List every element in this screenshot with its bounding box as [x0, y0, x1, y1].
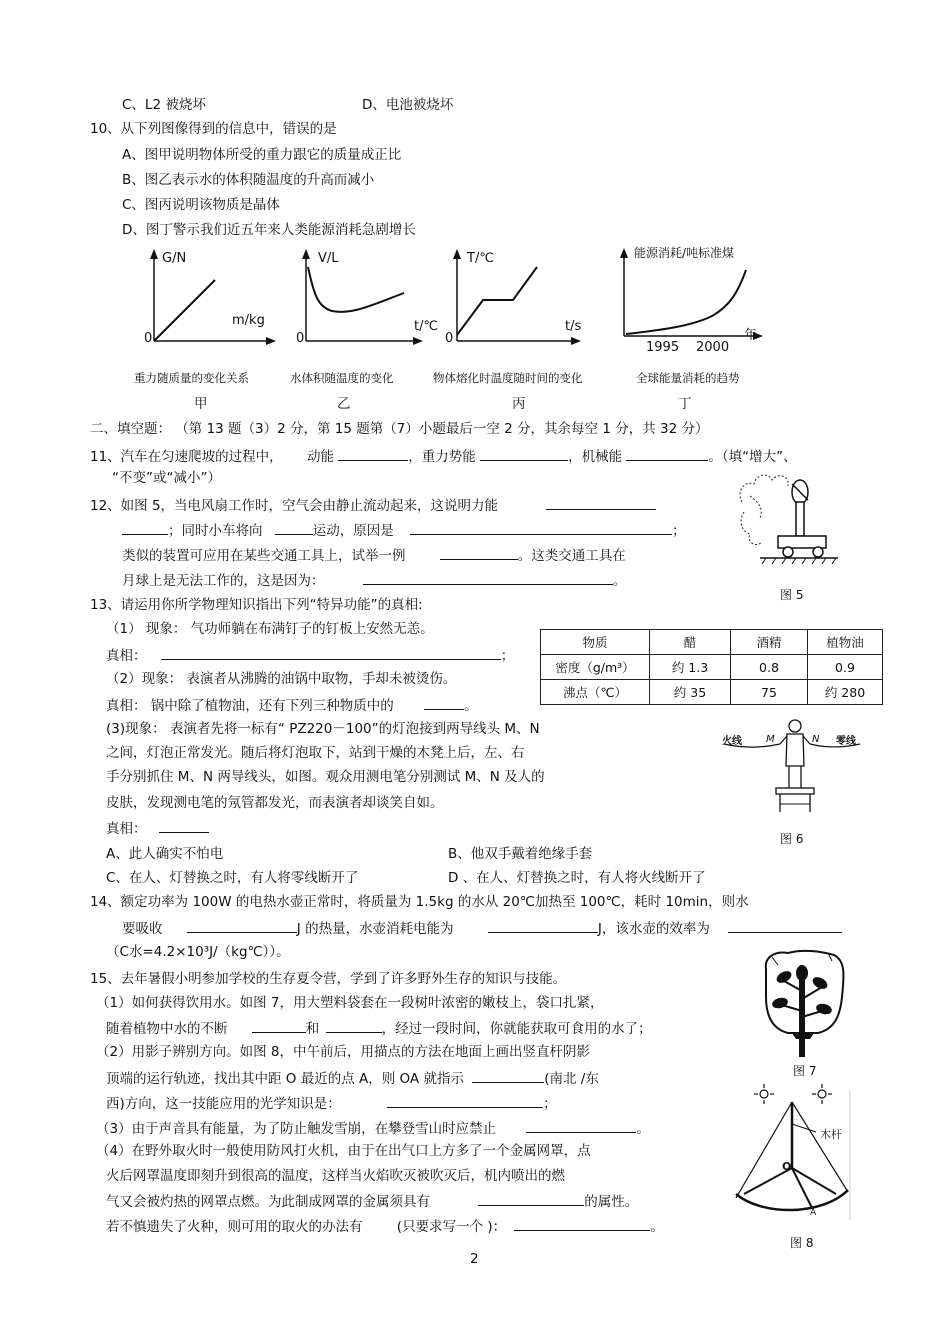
- q15-blank-2[interactable]: [326, 1018, 382, 1033]
- q11-kinetic-label: 动能: [306, 449, 334, 465]
- q10-option-c: C、图丙说明该物质是晶体: [122, 197, 280, 213]
- q12-line-1: [90, 495, 656, 515]
- q11-line-2: “不变”或“减小”）: [112, 470, 221, 486]
- wire-m-label: M: [766, 734, 775, 745]
- table-header-cell: 醋: [650, 630, 731, 655]
- graph-jia-ylabel: G/N: [162, 251, 187, 266]
- q15-part-2-line-1: （2）用影子辨别方向。如图 8，中午前后，用描点的方法在地面上画出竖直杆阴影: [96, 1044, 590, 1060]
- graph-bing-origin: 0: [445, 331, 454, 346]
- q12-period: 。: [612, 573, 627, 589]
- q15-part-2-line-3: [106, 1093, 557, 1113]
- q13-blank-truth-2[interactable]: [424, 695, 464, 710]
- table-header-cell: 植物油: [808, 630, 883, 655]
- q13-truth-2-text: 真相： 锅中除了植物油，还有下列三种物质中的: [106, 698, 394, 714]
- q11-hint: 。（填“增大”、: [708, 449, 797, 465]
- point-o-label: O: [782, 1160, 792, 1173]
- graph-jia-origin: 0: [144, 331, 153, 346]
- q14-efficiency-text: J，该水壶的效率为: [597, 921, 710, 937]
- table-cell: 75: [731, 680, 808, 705]
- q15-part-4-line-4: [106, 1216, 664, 1236]
- q14-line-1: 14、额定功率为 100W 的电热水壶正常时，将质量为 1.5kg 的水从 20℃加热至 100℃，耗时 10min，则水: [90, 894, 749, 910]
- bagged-branch-illustration: [758, 947, 848, 1059]
- graph-ding-tag: 丁: [678, 396, 692, 412]
- table-header-cell: 物质: [541, 630, 650, 655]
- graph-bing: [445, 245, 590, 355]
- q14-blank-energy[interactable]: [488, 918, 598, 933]
- q9-option-c: C、L2 被烧坏: [122, 97, 206, 113]
- graph-bing-tag: 丙: [512, 396, 526, 412]
- q11-blank-potential[interactable]: [480, 446, 568, 461]
- q15-blank-sound[interactable]: [526, 1118, 636, 1133]
- q15-fire-hint: (只要求写一个 )：: [396, 1219, 507, 1235]
- q15-part-2-line-2: [106, 1068, 599, 1088]
- q10-option-a: A、图甲说明物体所受的重力跟它的质量成正比: [122, 147, 402, 163]
- q9-option-d: D、电池被烧坏: [362, 97, 454, 113]
- section-2-heading: 二、填空题： （第 13 题（3）2 分，第 15 题第（7）小题最后一空 2 分，其余每空 1 分，共 32 分）: [90, 421, 709, 437]
- neutral-wire-label: 零线: [836, 736, 856, 747]
- graph-yi-xlabel: t/℃: [414, 319, 439, 334]
- page-number: 2: [470, 1251, 479, 1267]
- q12-blank-moon[interactable]: [363, 570, 613, 585]
- graph-ding-xlabel: 年: [744, 328, 758, 343]
- q15-blank-direction[interactable]: [472, 1068, 544, 1083]
- q13-truth-3-label: 真相：: [106, 821, 147, 837]
- q13-blank-truth-3[interactable]: [159, 818, 209, 833]
- q13-part-2: （2）现象： 表演者从沸腾的油锅中取物，手却未被烫伤。: [106, 671, 457, 687]
- q13-part-3-line-1: (3)现象： 表演者先将一标有“ PZ220－100”的灯泡接到两导线头 M、N: [106, 721, 540, 737]
- pole-label: 木杆: [820, 1128, 842, 1141]
- graph-bing-ylabel: T/℃: [467, 251, 494, 266]
- q11-line-1: [90, 446, 797, 466]
- graph-ding-tick-1995: 1995: [646, 340, 680, 355]
- q11-blank-mechanical[interactable]: [626, 446, 708, 461]
- table-header-row: [541, 630, 883, 655]
- graph-yi-plot: [292, 245, 442, 355]
- q13-part-3-line-2: 之间，灯泡正常发光。随后将灯泡取下，站到干燥的木凳上后，左、右: [106, 745, 525, 761]
- q13-part-3-line-3: 手分别抓住 M、N 两导线头，如图。观众用测电笔分别测试 M、N 及人的: [106, 769, 545, 785]
- q13-truth-1-label: 真相：: [106, 648, 147, 664]
- graph-bing-xlabel: t/s: [565, 319, 582, 334]
- graph-jia-plot: [140, 245, 280, 355]
- fan-cart-illustration: [730, 462, 840, 582]
- q11-potential-label: ，重力势能: [408, 449, 476, 465]
- q11-blank-kinetic[interactable]: [338, 446, 408, 461]
- q14-blank-heat[interactable]: [187, 918, 297, 933]
- q14-blank-efficiency[interactable]: [728, 918, 842, 933]
- figure-7-caption: 图 7: [793, 1064, 817, 1078]
- figure-7: [758, 947, 848, 1062]
- graph-yi-ylabel: V/L: [318, 251, 339, 266]
- figure-5-caption: 图 5: [780, 588, 804, 602]
- q13-truth-3: [106, 818, 209, 838]
- figure-8-caption: 图 8: [790, 1236, 814, 1250]
- shadow-pole-illustration: [732, 1082, 852, 1222]
- q14-line-2: [122, 918, 842, 938]
- graph-yi-caption: 水体积随温度的变化: [290, 371, 394, 385]
- graph-jia-tag: 甲: [194, 396, 208, 412]
- table-cell: 0.9: [808, 655, 883, 680]
- graph-ding-ylabel: 能源消耗/吨标准煤: [634, 246, 735, 260]
- q15-sound-text: （3）由于声音具有能量，为了防止触发雪崩，在攀登雪山时应禁止: [96, 1121, 497, 1137]
- q15-part-4-line-1: （4）在野外取火时一般使用防风打火机，由于在出气口上方多了一个金属网罩，点: [96, 1143, 591, 1159]
- q13-option-c: C、在人、灯替换之时，有人将零线断开了: [106, 870, 359, 886]
- q13-blank-truth-1[interactable]: [161, 645, 501, 660]
- graph-yi-tag: 乙: [337, 396, 351, 412]
- q10-stem: 10、从下列图像得到的信息中，错误的是: [90, 121, 337, 137]
- q15-part-3: [96, 1118, 650, 1138]
- q13-truth-2: [106, 695, 478, 715]
- graph-jia: [140, 245, 280, 355]
- figure-6-caption: 图 6: [780, 832, 804, 846]
- table-cell: 约 35: [650, 680, 731, 705]
- q15-fire-end: 。: [650, 1219, 664, 1235]
- q14-line-3: （C水=4.2×10³J/（kg℃））。: [106, 944, 290, 960]
- graph-yi: [292, 245, 442, 355]
- q12-blank-example[interactable]: [440, 545, 518, 560]
- q15-blank-optics[interactable]: [387, 1093, 543, 1108]
- q10-option-d: D、图丁警示我们近五年来人类能源消耗急剧增长: [122, 222, 416, 238]
- q15-part-4-line-3: [106, 1191, 638, 1211]
- table-cell: 沸点（℃）: [541, 680, 650, 705]
- figure-5: [730, 462, 840, 587]
- q13-part-1: （1） 现象： 气功师躺在布满钉子的钉板上安然无恙。: [106, 621, 434, 637]
- q13-option-d: D 、在人、灯替换之时，有人将火线断开了: [448, 870, 706, 886]
- q15-direction-options: (南北 /东: [544, 1071, 599, 1087]
- graph-yi-origin: 0: [296, 331, 305, 346]
- table-header-cell: 酒精: [731, 630, 808, 655]
- substance-properties-table: [540, 629, 883, 705]
- q15-part-1-line-2: [106, 1018, 652, 1038]
- q12-blank-1[interactable]: [546, 495, 656, 510]
- q12-line-3: [122, 545, 626, 565]
- table-cell: 约 280: [808, 680, 883, 705]
- q13-truth-1: [106, 645, 514, 665]
- q15-stem: 15、去年暑假小明参加学校的生存夏令营，学到了许多野外生存的知识与技能。: [90, 971, 567, 987]
- q12-blank-direction[interactable]: [275, 520, 313, 535]
- graph-ding-tick-2000: 2000: [696, 340, 730, 355]
- graph-bing-caption: 物体熔化时温度随时间的变化: [433, 371, 583, 385]
- q14-heat-text: 要吸收: [122, 921, 163, 937]
- figure-6: [722, 718, 867, 828]
- table-cell: 密度（g/m³）: [541, 655, 650, 680]
- graph-jia-caption: 重力随质量的变化关系: [134, 371, 249, 385]
- q13-part-3-line-4: 皮肤，发现测电笔的氖管都发光，而表演者却谈笑自如。: [106, 795, 444, 811]
- q12-line-4: [122, 570, 626, 590]
- q15-fire-text: 若不慎遗失了火种，则可用的取火的办法有: [106, 1219, 363, 1235]
- q15-sound-period: 。: [636, 1121, 650, 1137]
- q12-reason-text: 运动，原因是: [312, 523, 394, 539]
- q12-blank-reason[interactable]: [410, 520, 672, 535]
- graph-ding-caption: 全球能量消耗的趋势: [636, 371, 740, 385]
- q15-optics-text: 西)方向，这一技能应用的光学知识是：: [106, 1096, 341, 1112]
- q15-mesh-end: 的属性。: [584, 1194, 639, 1210]
- q15-optics-semicolon: ；: [543, 1096, 557, 1112]
- q14-energy-text: J 的热量，水壶消耗电能为: [296, 921, 454, 937]
- q12-vehicle-text: 。这类交通工具在: [517, 548, 626, 564]
- live-wire-label: 火线: [722, 736, 742, 747]
- q15-water-text: 随着植物中水的不断: [106, 1021, 228, 1037]
- q13-truth-1-semicolon: ；: [500, 648, 515, 664]
- q15-and: 和: [305, 1021, 320, 1037]
- table-cell: 0.8: [731, 655, 808, 680]
- q15-shadow-text: 顶端的运行轨迹，找出其中距 O 最近的点 A，则 OA 就指示: [106, 1071, 464, 1087]
- q13-option-a: A、此人确实不怕电: [106, 846, 224, 862]
- q13-stem: 13、请运用你所学物理知识指出下列“特异功能”的真相:: [90, 597, 423, 613]
- q15-blank-1[interactable]: [252, 1018, 306, 1033]
- q10-option-b: B、图乙表示水的体积随温度的升高而减小: [122, 172, 375, 188]
- table-cell: 约 1.3: [650, 655, 731, 680]
- q13-truth-2-period: 。: [464, 698, 478, 714]
- q15-part-1-line-1: （1）如何获得饮用水。如图 7，用大塑料袋套在一段树叶浓密的嫩枝上，袋口扎紧，: [96, 995, 604, 1011]
- figure-8: [732, 1082, 852, 1227]
- q12-example-text: 类似的装置可应用在某些交通工具上，试举一例: [122, 548, 406, 564]
- q15-blank-mesh[interactable]: [478, 1191, 584, 1206]
- q12-moon-text: 月球上是无法工作的，这是因为：: [122, 573, 325, 589]
- point-a-label: A: [810, 1208, 817, 1218]
- q15-part-4-line-2: 火后网罩温度即刻升到很高的温度，这样当火焰吹灭被吹灭后，机内喷出的燃: [106, 1168, 565, 1184]
- table-row: [541, 655, 883, 680]
- q13-option-b: B、他双手戴着绝缘手套: [448, 846, 593, 862]
- graph-ding: [612, 240, 782, 360]
- q15-water-end: ，经过一段时间，你就能获取可食用的水了；: [381, 1021, 652, 1037]
- q12-line-2: [122, 520, 686, 540]
- q11-stem: 11、汽车在匀速爬坡的过程中，: [90, 449, 283, 465]
- wire-n-label: N: [812, 734, 820, 745]
- q12-stem: 12、如图 5，当电风扇工作时，空气会由静止流动起来，这说明力能: [90, 498, 499, 514]
- q11-mechanical-label: ，机械能: [568, 449, 623, 465]
- q15-mesh-text: 气又会被灼热的网罩点燃。为此制成网罩的金属须具有: [106, 1194, 430, 1210]
- q15-blank-fire[interactable]: [514, 1216, 650, 1231]
- q12-semicolon: ；: [672, 523, 686, 539]
- q12-direction-text: ；同时小车将向: [168, 523, 263, 539]
- table-row: [541, 680, 883, 705]
- q12-blank-1-cont[interactable]: [122, 520, 168, 535]
- graph-jia-xlabel: m/kg: [232, 313, 265, 328]
